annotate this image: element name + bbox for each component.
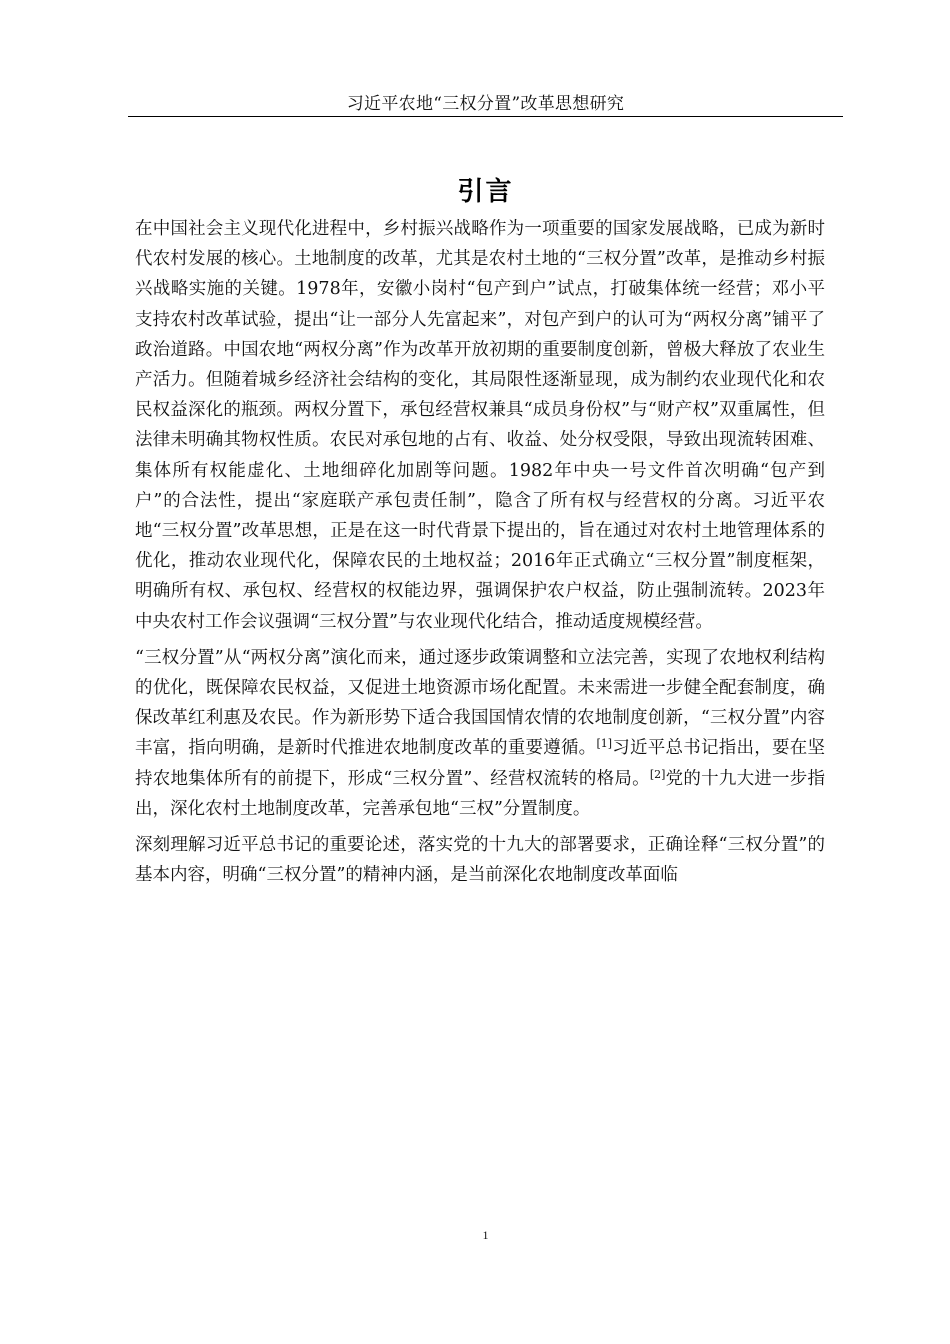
- paragraph-2-part-3: 党的十九大进一步指出，深化农村土地制度改革，完善承包地“三权”分置制度。: [135, 768, 825, 819]
- paragraph-3: 深刻理解习近平总书记的重要论述，落实党的十九大的部署要求，正确诠释“三权分置”的基本内容，明确“三权分置”的精神内涵，是当前深化农地制度改革面临: [135, 835, 825, 886]
- running-header-title: 习近平农地“三权分置”改革思想研究: [346, 94, 625, 114]
- paragraph-1: 在中国社会主义现代化进程中，乡村振兴战略作为一项重要的国家发展战略，已成为新时代农村发展的核心。土地制度的改革，尤其是农村土地的“三权分置”改革，是推动乡村振兴战略实施的关键。1978年，安徽小岗村“包产到户”试点，打破集体统一经营；邓小平支持农村改革试验，提出“让一部分人先富起来”，对包产到户的认可为“两权分离”铺平了政治道路。中国农地“两权分离”作为改革开放初期的重要制度创新，曾极大释放了农业生产活力。但随着城乡经济社会结构的变化，其局限性逐渐显现，成为制约农业现代化和农民权益深化的瓶颈。两权分置下，承包经营权兼具“成员身份权”与“财产权”双重属性，但法律未明确其物权性质。农民对承包地的占有、收益、处分权受限，导致出现流转困难、集体所有权能虚化、土地细碎化加剧等问题。1982年中央一号文件首次明确“包产到户”的合法性，提出“家庭联产承包责任制”，隐含了所有权与经营权的分离。习近平农地“三权分置”改革思想，正是在这一时代背景下提出的，旨在通过对农村土地管理体系的优化，推动农业现代化，保障农民的土地权益；2016年正式确立“三权分置”制度框架，明确所有权、承包权、经营权的权能边界，强调保护农户权益，防止强制流转。2023年中央农村工作会议强调“三权分置”与农业现代化结合，推动适度规模经营。: [135, 219, 825, 632]
- paragraph-2-part-2: 习近平总书记指出，要在坚持农地集体所有的前提下，形成“三权分置”、经营权流转的格局。: [135, 738, 826, 789]
- paragraph-2: [135, 643, 825, 824]
- page-number: 1: [482, 1228, 489, 1242]
- header-divider: [128, 116, 843, 117]
- paragraph-2-part-1: “三权分置”从“两权分离”演化而来，通过逐步政策调整和立法完善，实现了农地权利结构的优化，既保障农民权益，又促进土地资源市场化配置。未来需进一步健全配套制度，确保改革红利惠及农民。作为新形势下适合我国国情农情的农地制度创新，“三权分置”内容丰富，指向明确，是新时代推进农地制度改革的重要遵循。: [135, 647, 825, 759]
- body-text: [135, 214, 825, 890]
- citation-2[interactable]: [2]: [649, 767, 666, 781]
- citation-1[interactable]: [1]: [596, 737, 613, 751]
- chapter-title: 引言: [457, 177, 514, 207]
